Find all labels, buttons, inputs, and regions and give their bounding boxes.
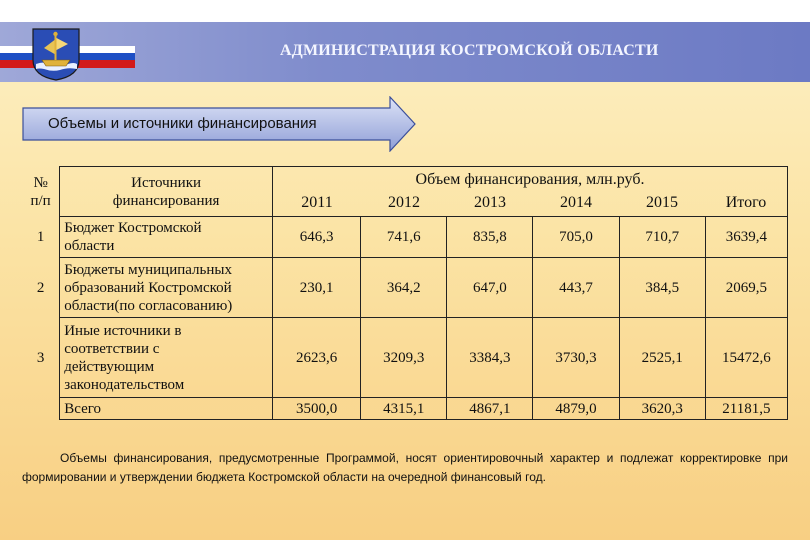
table-row — [22, 258, 788, 318]
footnote — [22, 449, 788, 487]
table-row — [22, 318, 788, 398]
row-source: Всего — [60, 398, 273, 420]
table-total-row — [22, 398, 788, 420]
cell-value: 2623,6 — [272, 318, 360, 398]
table-header-row — [22, 167, 788, 217]
coat-of-arms-icon — [30, 26, 82, 82]
cell-value: 3209,3 — [361, 318, 447, 398]
financing-table — [22, 166, 788, 420]
row-number — [22, 398, 60, 420]
cell-value: 647,0 — [447, 258, 533, 318]
table-row — [22, 217, 788, 258]
cell-value: 3384,3 — [447, 318, 533, 398]
cell-value: 3620,3 — [619, 398, 705, 420]
footnote-text: Объемы финансирования, предусмотренные Программой, носят ориентировочный характер и подлежат корректировке при формировании и утверждении бюджета Костромской области на очередной финансовый год. — [22, 451, 788, 484]
cell-value: 230,1 — [272, 258, 360, 318]
cell-value: 364,2 — [361, 258, 447, 318]
cell-value: 443,7 — [533, 258, 619, 318]
cell-total: 2069,5 — [705, 258, 787, 318]
total-header: Итого — [725, 193, 767, 211]
row-source: Бюджет Костромской области — [60, 217, 273, 258]
col-number-header: № п/п — [30, 174, 51, 209]
cell-value: 4315,1 — [361, 398, 447, 420]
cell-value: 384,5 — [619, 258, 705, 318]
year-2014: 2014 — [559, 193, 592, 211]
year-2013: 2013 — [473, 193, 506, 211]
volume-title: Объем финансирования, млн.руб. — [415, 170, 645, 188]
cell-value: 710,7 — [619, 217, 705, 258]
cell-value: 705,0 — [533, 217, 619, 258]
row-source: Иные источники в соответствии с действующим законодательством — [60, 318, 273, 398]
cell-value: 3730,3 — [533, 318, 619, 398]
year-2012: 2012 — [387, 193, 420, 211]
top-margin — [0, 0, 810, 22]
section-title: Объемы и источники финансирования — [48, 115, 317, 132]
cell-value: 646,3 — [272, 217, 360, 258]
cell-value: 4867,1 — [447, 398, 533, 420]
row-number: 2 — [36, 279, 45, 296]
cell-total: 21181,5 — [705, 398, 787, 420]
year-2011: 2011 — [301, 193, 333, 211]
cell-value: 835,8 — [447, 217, 533, 258]
col-volume-header — [272, 167, 787, 217]
row-source: Бюджеты муниципальных образований Костромской области(по согласованию) — [60, 258, 273, 318]
header-title: АДМИНИСТРАЦИЯ КОСТРОМСКОЙ ОБЛАСТИ — [280, 42, 659, 59]
cell-value: 3500,0 — [272, 398, 360, 420]
cell-total: 15472,6 — [705, 318, 787, 398]
cell-total: 3639,4 — [705, 217, 787, 258]
row-number: 1 — [36, 229, 45, 245]
row-number: 3 — [36, 349, 45, 366]
cell-value: 2525,1 — [619, 318, 705, 398]
year-2015: 2015 — [645, 193, 678, 211]
cell-value: 741,6 — [361, 217, 447, 258]
cell-value: 4879,0 — [533, 398, 619, 420]
col-source-header: Источники финансирования — [60, 167, 273, 217]
